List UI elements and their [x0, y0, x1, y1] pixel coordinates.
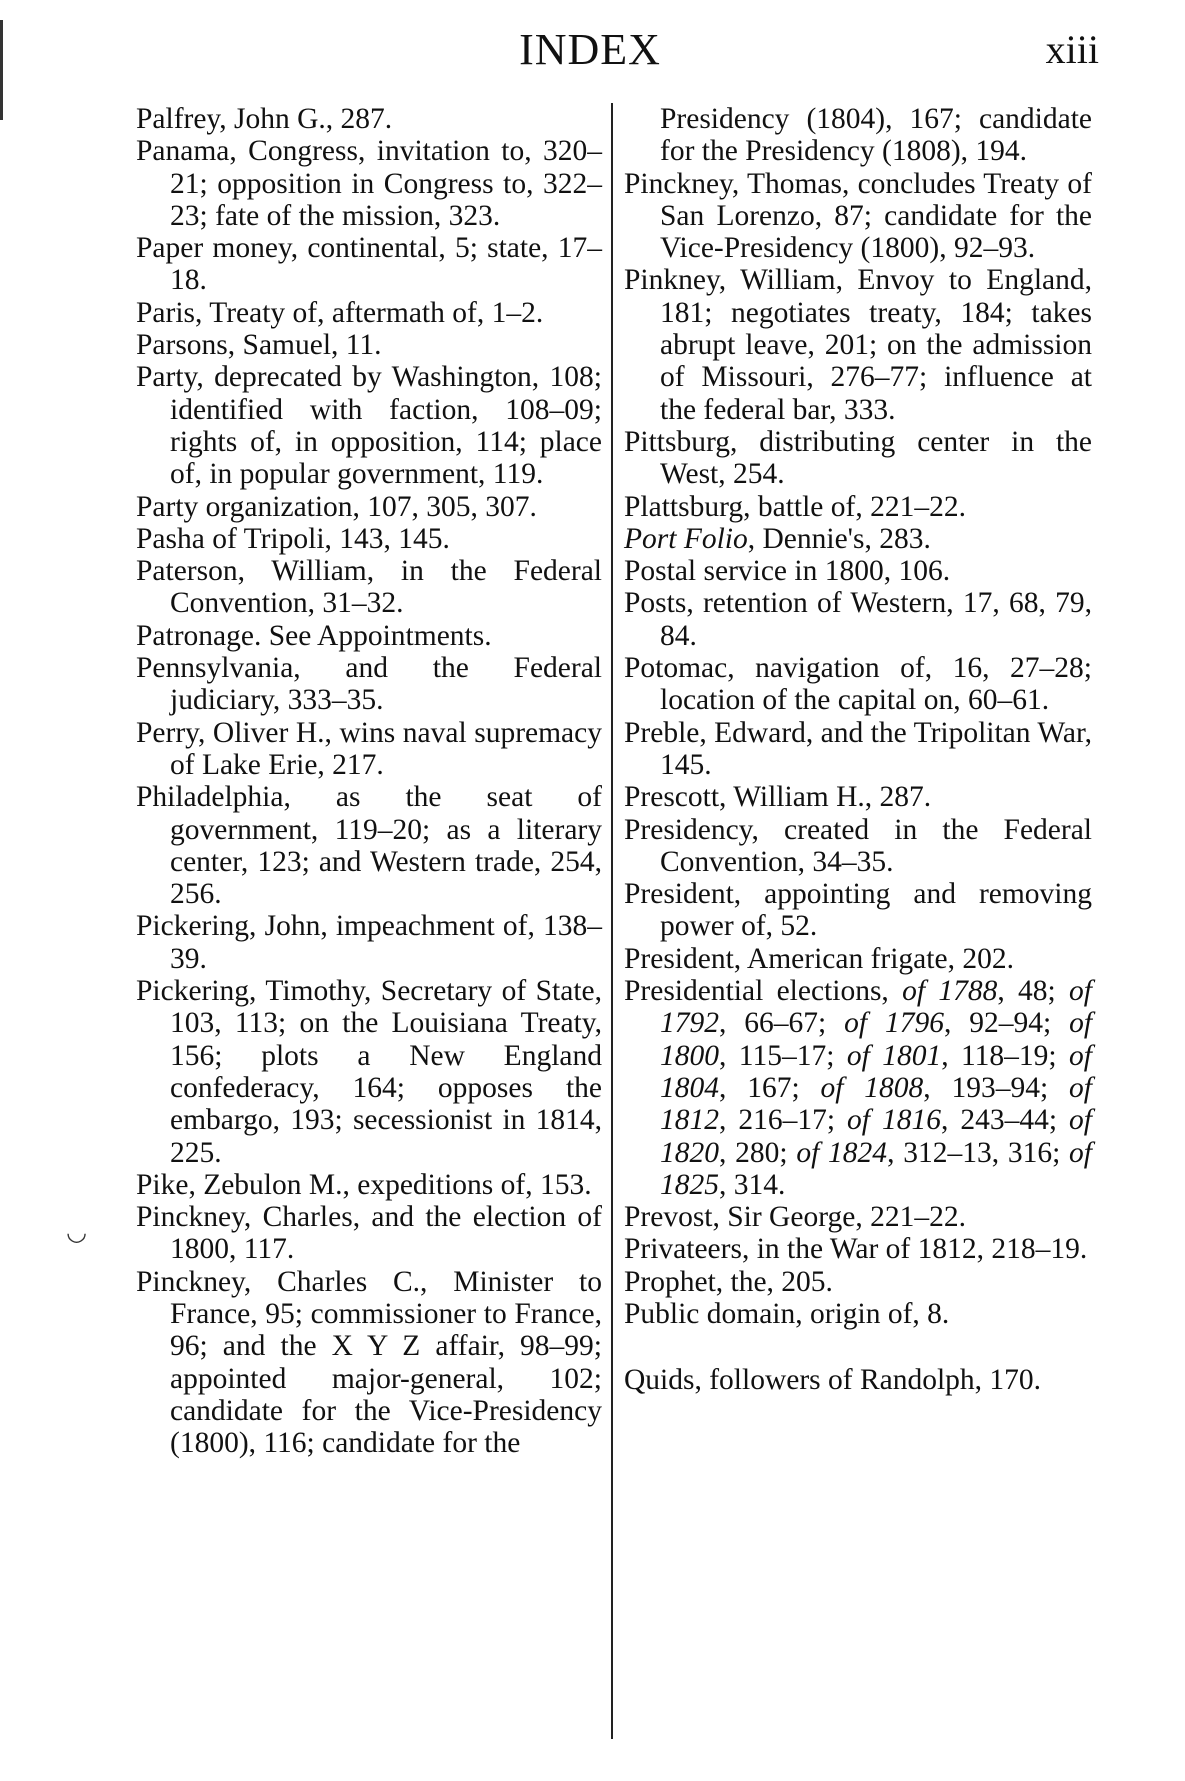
index-entry: Palfrey, John G., 287.	[136, 103, 393, 135]
index-entry: Pickering, John, impeachment of, 138–39.	[136, 910, 602, 975]
index-entry: Paterson, William, in the Federal Convention, 31–32.	[136, 555, 602, 620]
entry-text: Presidential elections,	[624, 975, 903, 1008]
index-entry: Philadelphia, as the seat of government, 119–20; as a literary center, 123; and Western trade, 254, 256.	[136, 781, 602, 911]
entry-text: , 243–44;	[940, 1104, 1070, 1137]
entry-italic-title: Port Folio	[624, 522, 748, 555]
index-entry: Paper money, continental, 5; state, 17–18.	[136, 232, 602, 297]
index-entry: Pinckney, Charles, and the election of 1800, 117.	[136, 1201, 602, 1266]
entry-text: , 216–17;	[719, 1104, 848, 1137]
entry-italic: of 1825	[660, 1136, 1092, 1201]
index-entry: Pittsburg, distributing center in the West, 254.	[624, 425, 1092, 491]
index-entry: Prevost, Sir George, 221–22.	[624, 1201, 966, 1234]
index-entry: Potomac, navigation of, 16, 27–28; location of the capital on, 60–61.	[624, 652, 1092, 717]
index-entry: Postal service in 1800, 106.	[624, 555, 951, 588]
entry-text: , 48;	[997, 975, 1070, 1008]
page-title: INDEX	[519, 25, 661, 74]
entry-italic: of 1800	[660, 1007, 1093, 1072]
index-entry: Quids, followers of Randolph, 170.	[624, 1364, 1042, 1397]
column-divider	[611, 103, 613, 1739]
index-entry: Patronage. See Appointments.	[136, 619, 492, 652]
entry-text: , 66–67;	[719, 1007, 845, 1040]
index-entry: President, American frigate, 202.	[624, 942, 1014, 975]
index-entry: Prophet, the, 205.	[624, 1265, 833, 1298]
index-entry: Parsons, Samuel, 11.	[136, 329, 382, 362]
index-entry: Pinckney, Charles C., Minister to France, 95; commissioner to France, 96; and the X Y Z affair, 98–99; appointed major-general, 102; candidate for the Vice-Presidency (1800), 116; candidate for the	[136, 1265, 602, 1460]
index-entry: Public domain, origin of, 8.	[624, 1297, 950, 1330]
index-entry-continued: Presidency (1804), 167; candidate for the Presidency (1808), 194.	[660, 103, 1092, 168]
index-entry: Prescott, William H., 287.	[624, 781, 932, 814]
right-index-column	[624, 103, 1092, 1397]
entry-italic: of 1788	[902, 975, 998, 1008]
entry-italic: of 1792	[660, 975, 1092, 1040]
entry-italic: of 1796	[844, 1007, 944, 1040]
entry-text: , 167;	[719, 1071, 821, 1104]
entry-text: , 115–17;	[719, 1039, 847, 1072]
index-entry: Pike, Zebulon M., expeditions of, 153.	[136, 1168, 592, 1201]
entry-italic: of 1820	[660, 1104, 1092, 1169]
entry-italic: of 1801	[846, 1039, 942, 1072]
index-entry: Paris, Treaty of, aftermath of, 1–2.	[136, 296, 544, 329]
stray-mark: ◡	[66, 1220, 87, 1246]
index-entry: Party organization, 107, 305, 307.	[136, 490, 537, 523]
index-entry-presidential-elections	[624, 975, 1092, 1201]
entry-text: , 314.	[719, 1168, 786, 1201]
index-entry: Pinkney, William, Envoy to England, 181; negotiates treaty, 184; takes abrupt leave, 201; on the admission of Missouri, 276–77; influence at the federal bar, 333.	[624, 264, 1092, 426]
index-entry: Party, deprecated by Washington, 108; identified with faction, 108–09; rights of, in opposition, 114; place of, in popular government, 119.	[136, 361, 602, 491]
entry-text: , 92–94;	[943, 1007, 1070, 1040]
entry-italic: of 1812	[660, 1071, 1092, 1137]
entry-italic: of 1808	[820, 1071, 924, 1104]
index-entry: Pinckney, Thomas, concludes Treaty of San Lorenzo, 87; candidate for the Vice-Presidency (1800), 92–93.	[624, 167, 1092, 265]
entry-text: , 118–19;	[941, 1039, 1070, 1072]
index-entry: Pasha of Tripoli, 143, 145.	[136, 522, 450, 555]
entry-text: , 280;	[719, 1136, 797, 1169]
entry-italic: of 1804	[660, 1039, 1092, 1104]
entry-italic: of 1824	[796, 1136, 888, 1169]
index-entry: Preble, Edward, and the Tripolitan War, 145.	[624, 716, 1092, 781]
index-entry: President, appointing and removing power of, 52.	[624, 878, 1092, 943]
left-index-column	[136, 103, 602, 1459]
index-entry: Pennsylvania, and the Federal judiciary, 333–35.	[136, 652, 602, 717]
entry-text: , 312–13, 316;	[887, 1136, 1070, 1169]
index-entry: Panama, Congress, invitation to, 320–21; opposition in Congress to, 322–23; fate of the mission, 323.	[136, 135, 602, 232]
index-entry: Perry, Oliver H., wins naval supremacy of Lake Erie, 217.	[136, 716, 602, 781]
index-entry: Privateers, in the War of 1812, 218–19.	[624, 1233, 1088, 1266]
entry-text: , 193–94;	[923, 1071, 1070, 1104]
binding-edge-mark	[0, 20, 3, 120]
entry-italic: of 1816	[847, 1104, 941, 1137]
index-entry: Presidency, created in the Federal Convention, 34–35.	[624, 813, 1092, 878]
index-entry	[624, 523, 1092, 555]
index-entry: Pickering, Timothy, Secretary of State, 103, 113; on the Louisiana Treaty, 156; plots a New England confederacy, 164; opposes the embargo, 193; secessionist in 1814, 225.	[136, 975, 602, 1169]
index-entry: Posts, retention of Western, 17, 68, 79, 84.	[624, 587, 1092, 652]
entry-text: , Dennie's, 283.	[747, 522, 931, 555]
page-number: xiii	[1045, 27, 1099, 72]
index-entry: Plattsburg, battle of, 221–22.	[624, 490, 966, 523]
